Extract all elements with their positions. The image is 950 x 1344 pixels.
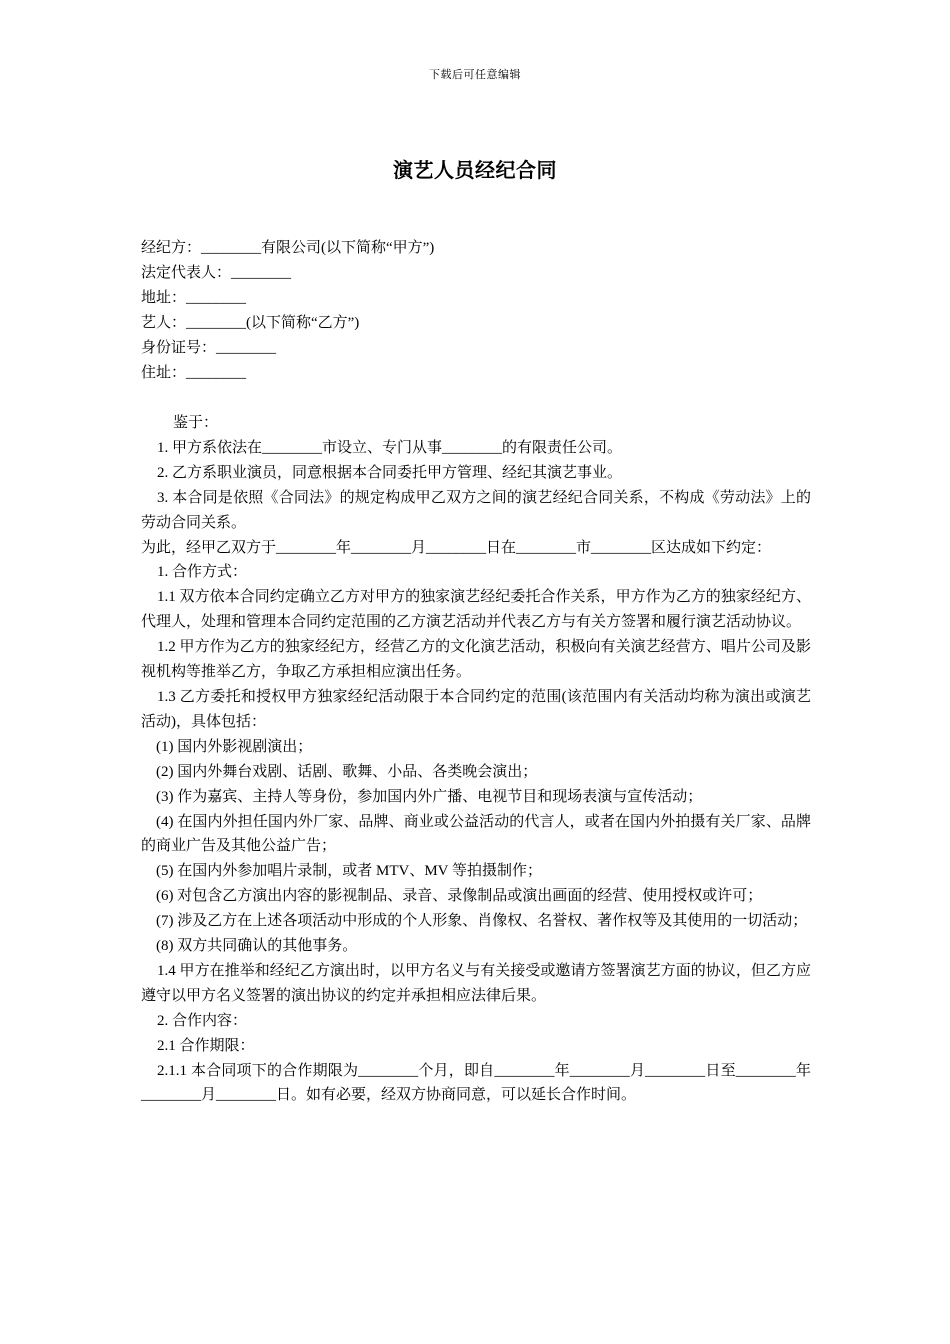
scope-item-8: (8) 双方共同确认的其他事务。 bbox=[156, 938, 358, 955]
clause-2-1: 2.1 合作期限： bbox=[157, 1037, 255, 1054]
clause-1-4: 1.4 甲方在推举和经纪乙方演出时，以甲方名义与有关接受或邀请方签署演艺方面的协议，但乙方应遵守以甲方名义签署的演出协议的约定并承担相应法律后果。 bbox=[141, 962, 811, 1004]
clause-1-1: 1.1 双方依本合同约定确立乙方对甲方的独家演艺经纪委托合作关系，甲方作为乙方的独家经纪方、代理人，处理和管理本合同约定范围的乙方演艺活动并代表乙方与有关方签署和履行演艺活动协议。 bbox=[141, 589, 811, 631]
party-artist-line: 艺人：________(以下简称“乙方”) bbox=[141, 315, 360, 331]
scope-item-2: (2) 国内外舞台戏剧、话剧、歌舞、小品、各类晚会演出； bbox=[156, 763, 538, 780]
clause-1-2: 1.2 甲方作为乙方的独家经纪方，经营乙方的文化演艺活动，积极向有关演艺经营方、唱片公司及影视机构等推举乙方，争取乙方承担相应演出任务。 bbox=[141, 639, 811, 681]
scope-item-1: (1) 国内外影视剧演出； bbox=[156, 738, 313, 755]
header-note: 下载后可任意编辑 bbox=[429, 69, 521, 81]
agreement-statement: 为此，经甲乙双方于________年________月________日在________市________区达成如下约定： bbox=[141, 539, 772, 556]
contract-body bbox=[141, 411, 811, 1108]
document-title: 演艺人员经纪合同 bbox=[393, 160, 557, 182]
recital-2: 2. 乙方系职业演员，同意根据本合同委托甲方管理、经纪其演艺事业。 bbox=[157, 464, 623, 481]
clause-2-1-1: 2.1.1 本合同项下的合作期限为________个月，即自________年________月________日至________年________月________日。如有必要，经双方协商同意，可以延长合作时间。 bbox=[141, 1062, 811, 1104]
scope-item-7: (7) 涉及乙方在上述各项活动中形成的个人形象、肖像权、名誉权、著作权等及其使用的一切活动； bbox=[156, 913, 808, 930]
recital-3: 3. 本合同是依照《合同法》的规定构成甲乙双方之间的演艺经纪合同关系，不构成《劳动法》上的劳动合同关系。 bbox=[141, 489, 811, 531]
scope-item-5: (5) 在国内外参加唱片录制，或者 MTV、MV 等拍摄制作； bbox=[156, 863, 542, 880]
clause-1-3: 1.3 乙方委托和授权甲方独家经纪活动限于本合同约定的范围(该范围内有关活动均称为演出或演艺活动)，具体包括： bbox=[141, 688, 811, 730]
scope-item-6: (6) 对包含乙方演出内容的影视制品、录音、录像制品或演出画面的经营、使用授权或许可； bbox=[156, 888, 763, 905]
whereas-heading: 鉴于： bbox=[173, 415, 219, 431]
artist-address-line: 住址：________ bbox=[141, 365, 247, 381]
recital-1: 1. 甲方系依法在________市设立、专门从事________的有限责任公司。 bbox=[157, 439, 623, 456]
section-1-heading: 1. 合作方式： bbox=[157, 564, 248, 581]
scope-item-4: (4) 在国内外担任国内外厂家、品牌、商业或公益活动的代言人，或者在国内外拍摄有关厂家、品牌的商业广告及其他公益广告； bbox=[141, 813, 811, 855]
agent-address-line: 地址：________ bbox=[141, 290, 247, 306]
scope-item-3: (3) 作为嘉宾、主持人等身份，参加国内外广播、电视节目和现场表演与宣传活动； bbox=[156, 788, 703, 805]
id-number-line: 身份证号：________ bbox=[141, 340, 277, 356]
parties-block bbox=[141, 236, 811, 386]
party-agent-line: 经纪方：________有限公司(以下简称“甲方”) bbox=[141, 240, 435, 256]
legal-representative-line: 法定代表人：________ bbox=[141, 265, 292, 281]
section-2-heading: 2. 合作内容： bbox=[157, 1012, 248, 1029]
